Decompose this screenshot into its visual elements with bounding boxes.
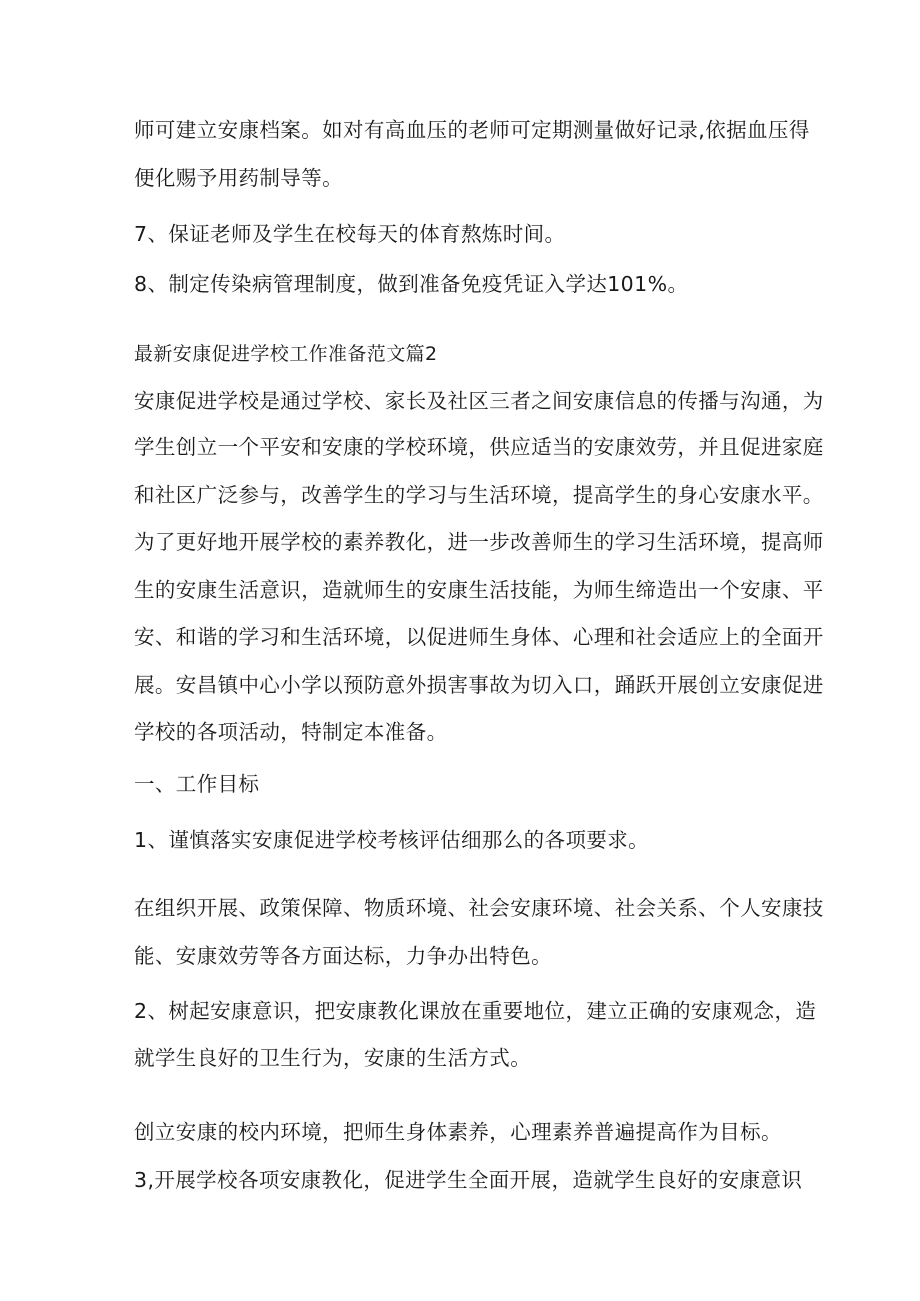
text-line-7: 学生创立一个平安和安康的学校环境，供应适当的安康效劳，并且促进家庭 — [134, 435, 824, 459]
text-line-4: 8、制定传染病管理制度，做到准备免疫凭证入学达101%。 — [134, 272, 689, 296]
text-line-11: 安、和谐的学习和生活环境，以促进师生身体、心理和社会适应上的全面开 — [134, 625, 824, 649]
section-heading: 最新安康促进学校工作准备范文篇2 — [134, 343, 438, 365]
text-line-6: 安康促进学校是通过学校、家长及社区三者之间安康信息的传播与沟通，为 — [134, 389, 824, 413]
subheading-work-goal: 一、工作目标 — [134, 772, 260, 796]
text-line-16: 在组织开展、政策保障、物质环境、社会安康环境、社会关系、个人安康技 — [134, 896, 824, 920]
text-line-1: 师可建立安康档案。如对有高血压的老师可定期测量做好记录,依据血压得 — [134, 118, 810, 142]
text-line-19: 就学生良好的卫生行为，安康的生活方式。 — [134, 1046, 532, 1070]
text-line-12: 展。安昌镇中心小学以预防意外损害事故为切入口，踊跃开展创立安康促进 — [134, 673, 824, 697]
text-line-13: 学校的各项活动，特制定本准备。 — [134, 720, 448, 744]
text-line-2: 便化赐予用药制导等。 — [134, 166, 343, 190]
text-line-10: 生的安康生活意识，造就师生的安康生活技能，为师生缔造出一个安康、平 — [134, 578, 824, 602]
text-line-17: 能、安康效劳等各方面达标，力争办出特色。 — [134, 944, 552, 968]
text-line-18: 2、树起安康意识，把安康教化课放在重要地位，建立正确的安康观念，造 — [134, 999, 817, 1023]
text-line-20: 创立安康的校内环境，把师生身体素养，心理素养普遍提高作为目标。 — [134, 1120, 782, 1144]
text-line-8: 和社区广泛参与，改善学生的学习与生活环境，提高学生的身心安康水平。 — [134, 483, 824, 507]
text-line-21: 3,开展学校各项安康教化，促进学生全面开展，造就学生良好的安康意识 — [134, 1168, 803, 1192]
text-line-9: 为了更好地开展学校的素养教化，进一步改善师生的学习生活环境，提高师 — [134, 530, 824, 554]
text-line-3: 7、保证老师及学生在校每天的体育熬炼时间。 — [134, 222, 566, 246]
text-line-15: 1、谨慎落实安康促进学校考核评估细那么的各项要求。 — [134, 828, 650, 852]
